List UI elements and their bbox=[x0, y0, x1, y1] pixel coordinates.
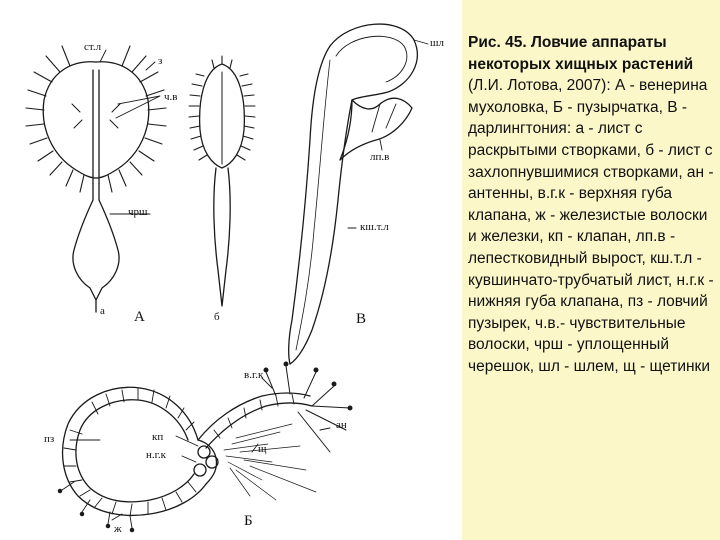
bladder-neck-inner bbox=[206, 403, 312, 448]
flytrap-open-leaf bbox=[26, 46, 166, 312]
antennae bbox=[264, 362, 352, 452]
label-z: з bbox=[158, 55, 163, 67]
neck-cells bbox=[214, 394, 294, 438]
helmet-hood bbox=[330, 24, 417, 100]
bladder-outer-wall bbox=[63, 387, 206, 515]
label-shl: шл bbox=[430, 37, 444, 49]
label-lp-v: лп.в bbox=[370, 151, 390, 163]
valve-cell bbox=[198, 446, 210, 458]
trap-midrib bbox=[93, 70, 99, 200]
bristles bbox=[224, 424, 316, 500]
label-an: ан bbox=[336, 419, 347, 431]
caption-title: Рис. 45. Ловчие аппараты некоторых хищных растений bbox=[468, 34, 694, 73]
label-pz: пз bbox=[44, 433, 55, 445]
sensitive-hairs bbox=[72, 104, 120, 128]
label-B: Б bbox=[244, 513, 253, 529]
tube-left-edge bbox=[289, 46, 330, 364]
label-shch: щ bbox=[258, 443, 267, 455]
closed-trap-petiole bbox=[214, 168, 230, 306]
utricularia-bladder bbox=[58, 362, 352, 532]
glandular-hairs bbox=[58, 482, 134, 532]
caption-body: (Л.И. Лотова, 2007): А - венерина мухоловка, Б - пузырчатка, В - дарлингтония: а - лист с раскрытыми створками, б - лист с захлопнувшимися створками, ан - антенны, в.г.к - верхняя губа клапана, ж - железистые волоски и железки, кп - клапан, лп.в - лепестковидный вырост, кш.т.л - кувшинчато-трубчатый лист, н.г.к - нижняя губа клапана, пз - ловчий пузырек, ч.в.- чувствительные волоски, чрш - уплощенный черешок, шл - шлем, щ - щетинки bbox=[468, 77, 714, 375]
trap-lobe-left bbox=[43, 62, 96, 178]
flattened-petiole bbox=[73, 200, 119, 300]
trap-teeth bbox=[26, 46, 166, 192]
label-n-g-k: н.г.к bbox=[146, 449, 167, 461]
leader-lines-a bbox=[100, 50, 163, 214]
label-v-g-k: в.г.к bbox=[244, 369, 264, 381]
label-zh: ж bbox=[114, 523, 122, 535]
label-V: В bbox=[356, 311, 367, 327]
label-chrsh: чрш bbox=[128, 206, 148, 218]
flytrap-closed-leaf bbox=[189, 56, 255, 306]
label-ch-v: ч.в bbox=[164, 91, 178, 103]
trap-lobe-right bbox=[96, 62, 149, 178]
tube-right-edge bbox=[290, 100, 352, 364]
label-A: А bbox=[134, 309, 145, 325]
figure-caption bbox=[468, 32, 718, 378]
helmet-inner bbox=[336, 36, 407, 82]
label-st-l: ст.л bbox=[84, 41, 102, 53]
valve-cell bbox=[194, 464, 206, 476]
label-ksh-t-l: кш.т.л bbox=[360, 221, 389, 233]
caption-panel bbox=[462, 0, 720, 540]
bladder-inner-wall bbox=[76, 400, 194, 502]
label-kp: кп bbox=[152, 431, 164, 443]
label-a: а bbox=[100, 305, 105, 317]
bladder-cells bbox=[64, 388, 196, 516]
label-b: б bbox=[214, 311, 220, 323]
